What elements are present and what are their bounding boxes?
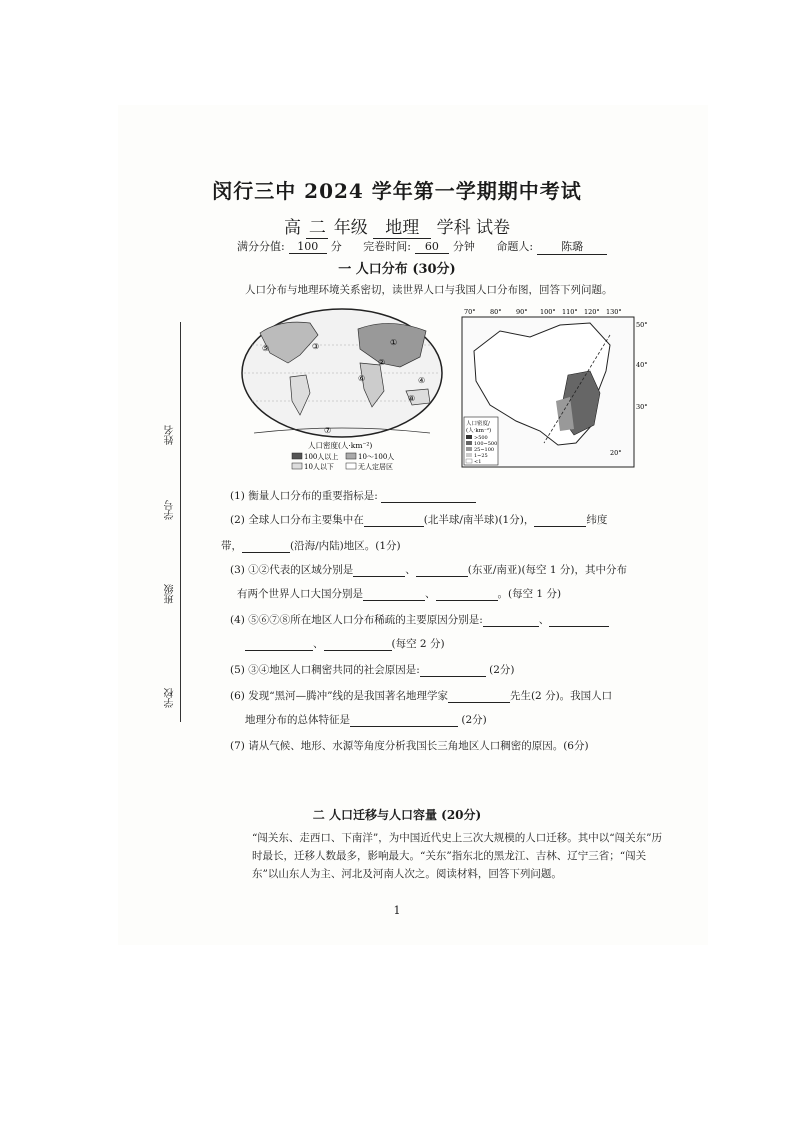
china-lat-30: 30°	[636, 403, 648, 411]
answer-blank-4d[interactable]	[324, 638, 392, 651]
world-marker-1: ①	[390, 338, 398, 347]
question-3-text-d: 有两个世界人口大国分别是	[237, 588, 363, 600]
china-lat-40: 40°	[636, 361, 648, 369]
china-lon-80: 80°	[490, 308, 502, 316]
question-3-sep-1: 、	[405, 564, 416, 576]
world-legend-4: 无人定居区	[358, 463, 393, 471]
exam-meta	[237, 238, 611, 255]
question-5-text-b: (2分)	[489, 664, 515, 676]
china-legend-3: 25~100	[474, 447, 495, 453]
subject-value: 地理	[373, 213, 431, 239]
subtitle-suffix: 学科 试卷	[436, 218, 511, 238]
answer-blank-1[interactable]	[381, 490, 476, 503]
side-label-school: 学校	[165, 688, 176, 708]
answer-blank-4c[interactable]	[245, 638, 313, 651]
time-value: 60	[415, 240, 449, 254]
question-6-text-a: (6) 发现“黑河—腾冲”线的是我国著名地理学家	[230, 690, 448, 702]
answer-blank-6a[interactable]	[448, 690, 510, 703]
grade-value: 二	[306, 213, 328, 239]
question-3-text-c: (东亚/南亚)(每空 1 分)，其中分布	[467, 564, 627, 576]
china-legend-title: 人口密度/	[466, 421, 490, 427]
world-marker-3: ③	[312, 342, 320, 351]
answer-blank-4a[interactable]	[483, 614, 539, 627]
china-lon-90: 90°	[516, 308, 528, 316]
section2-heading: 二 人口迁移与人口容量 (20分)	[312, 808, 482, 822]
world-legend-1: 100人以上	[304, 453, 339, 461]
china-lat-20: 20°	[610, 449, 622, 457]
side-label-student-id: 学号	[165, 500, 176, 520]
question-2-line1	[230, 512, 607, 527]
answer-blank-6b[interactable]	[350, 714, 458, 727]
china-legend-1: >500	[474, 435, 488, 441]
question-1	[230, 488, 476, 503]
world-marker-6: ⑥	[358, 374, 366, 383]
answer-blank-2a[interactable]	[364, 514, 424, 527]
exam-title: 闵行三中 2024 学年第一学期期中考试	[212, 179, 582, 203]
world-marker-8: ⑧	[408, 394, 416, 403]
china-lon-130: 130°	[606, 308, 622, 316]
answer-blank-3b[interactable]	[416, 564, 468, 577]
world-legend-title: 人口密度(人·km⁻²)	[308, 441, 373, 450]
question-3-line1	[230, 562, 627, 577]
side-label-class: 班级	[165, 584, 176, 604]
author-label: 命题人:	[496, 240, 534, 253]
question-2-text-a: (2) 全球人口分布主要集中在	[230, 514, 364, 526]
answer-blank-3a[interactable]	[353, 564, 405, 577]
answer-blank-2c[interactable]	[242, 540, 290, 553]
answer-blank-3c[interactable]	[363, 588, 425, 601]
section1-intro: 人口分布与地理环境关系密切，读世界人口与我国人口分布图，回答下列问题。	[245, 284, 613, 296]
china-legend-5: <1	[474, 459, 482, 465]
world-population-map	[240, 305, 445, 475]
question-2-text-c: 纬度	[586, 514, 608, 526]
question-4-line1	[230, 612, 609, 627]
section2-paragraph: “闯关东、走西口、下南洋”，为中国近代史上三次大规模的人口迁移。其中以“闯关东”历时最长，迁移人数最多，影响最大。“关东”指东北的黑龙江、吉林、辽宁三省；“闯关东”以山东人为主、河北及河南人次之。阅读材料，回答下列问题。	[252, 832, 662, 880]
world-marker-5: ⑤	[262, 344, 270, 353]
china-legend-unit: (人·km⁻²)	[466, 428, 492, 434]
world-legend-2: 10～100人	[358, 453, 395, 461]
question-3-text-a: (3) ①②代表的区域分别是	[230, 564, 354, 576]
china-legend-4: 1~25	[474, 453, 488, 459]
answer-blank-5[interactable]	[420, 664, 486, 677]
question-3-sep-2: 、	[425, 588, 436, 600]
question-6-text-c: 地理分布的总体特征是	[245, 714, 350, 726]
full-score-unit: 分	[330, 240, 342, 253]
answer-blank-3d[interactable]	[436, 588, 498, 601]
binding-line	[180, 322, 181, 722]
question-4-line2	[245, 636, 445, 651]
question-6-text-b: 先生(2 分)。我国人口	[509, 690, 613, 702]
question-2-text-b: (北半球/南半球)(1分)，	[423, 514, 535, 526]
exam-subtitle	[0, 213, 794, 239]
question-3-line2	[237, 586, 561, 601]
china-lon-100: 100°	[540, 308, 556, 316]
question-2-line2	[221, 538, 401, 553]
subtitle-prefix: 高	[283, 218, 301, 238]
full-score-value: 100	[289, 240, 327, 254]
china-population-map	[460, 305, 648, 475]
page-number: 1	[393, 904, 401, 917]
question-5-text-a: (5) ③④地区人口稠密共同的社会原因是:	[230, 664, 420, 676]
question-4-text-d: (每空 2 分)	[391, 638, 445, 650]
time-label: 完卷时间:	[363, 240, 411, 253]
world-marker-4: ④	[418, 376, 426, 385]
question-1-text: (1) 衡量人口分布的重要指标是:	[230, 490, 378, 502]
side-label-name: 姓名	[165, 425, 176, 445]
question-2-text-e: (沿海/内陆)地区。(1分)	[290, 540, 401, 552]
china-lon-70: 70°	[464, 308, 476, 316]
world-marker-2: ②	[378, 358, 386, 367]
question-4-sep-1: 、	[538, 614, 550, 626]
full-score-label: 满分分值:	[237, 240, 285, 253]
answer-blank-2b[interactable]	[534, 514, 586, 527]
author-value: 陈璐	[537, 238, 607, 255]
question-2-text-d: 带，	[221, 540, 242, 552]
question-6-text-d: (2分)	[461, 714, 487, 726]
question-4-text-a: (4) ⑤⑥⑦⑧所在地区人口分布稀疏的主要原因分别是:	[230, 614, 483, 626]
china-legend-2: 100~500	[474, 441, 498, 447]
question-6-line1	[230, 688, 612, 703]
question-6-line2	[245, 712, 487, 727]
china-lon-110: 110°	[562, 308, 578, 316]
world-marker-7: ⑦	[324, 426, 332, 435]
china-lon-120: 120°	[584, 308, 600, 316]
question-7: (7) 请从气候、地形、水源等角度分析我国长三角地区人口稠密的原因。(6分)	[230, 740, 589, 752]
answer-blank-4b[interactable]	[549, 614, 609, 627]
question-5	[230, 662, 514, 677]
question-4-sep-2: 、	[313, 638, 324, 650]
time-unit: 分钟	[452, 240, 475, 253]
world-legend-3: 10人以下	[304, 463, 334, 471]
question-3-text-f: 。(每空 1 分)	[497, 588, 562, 600]
china-lat-50: 50°	[636, 321, 648, 329]
subtitle-grade-label: 年级	[333, 218, 368, 238]
section1-heading: 一 人口分布 (30分)	[338, 262, 456, 277]
